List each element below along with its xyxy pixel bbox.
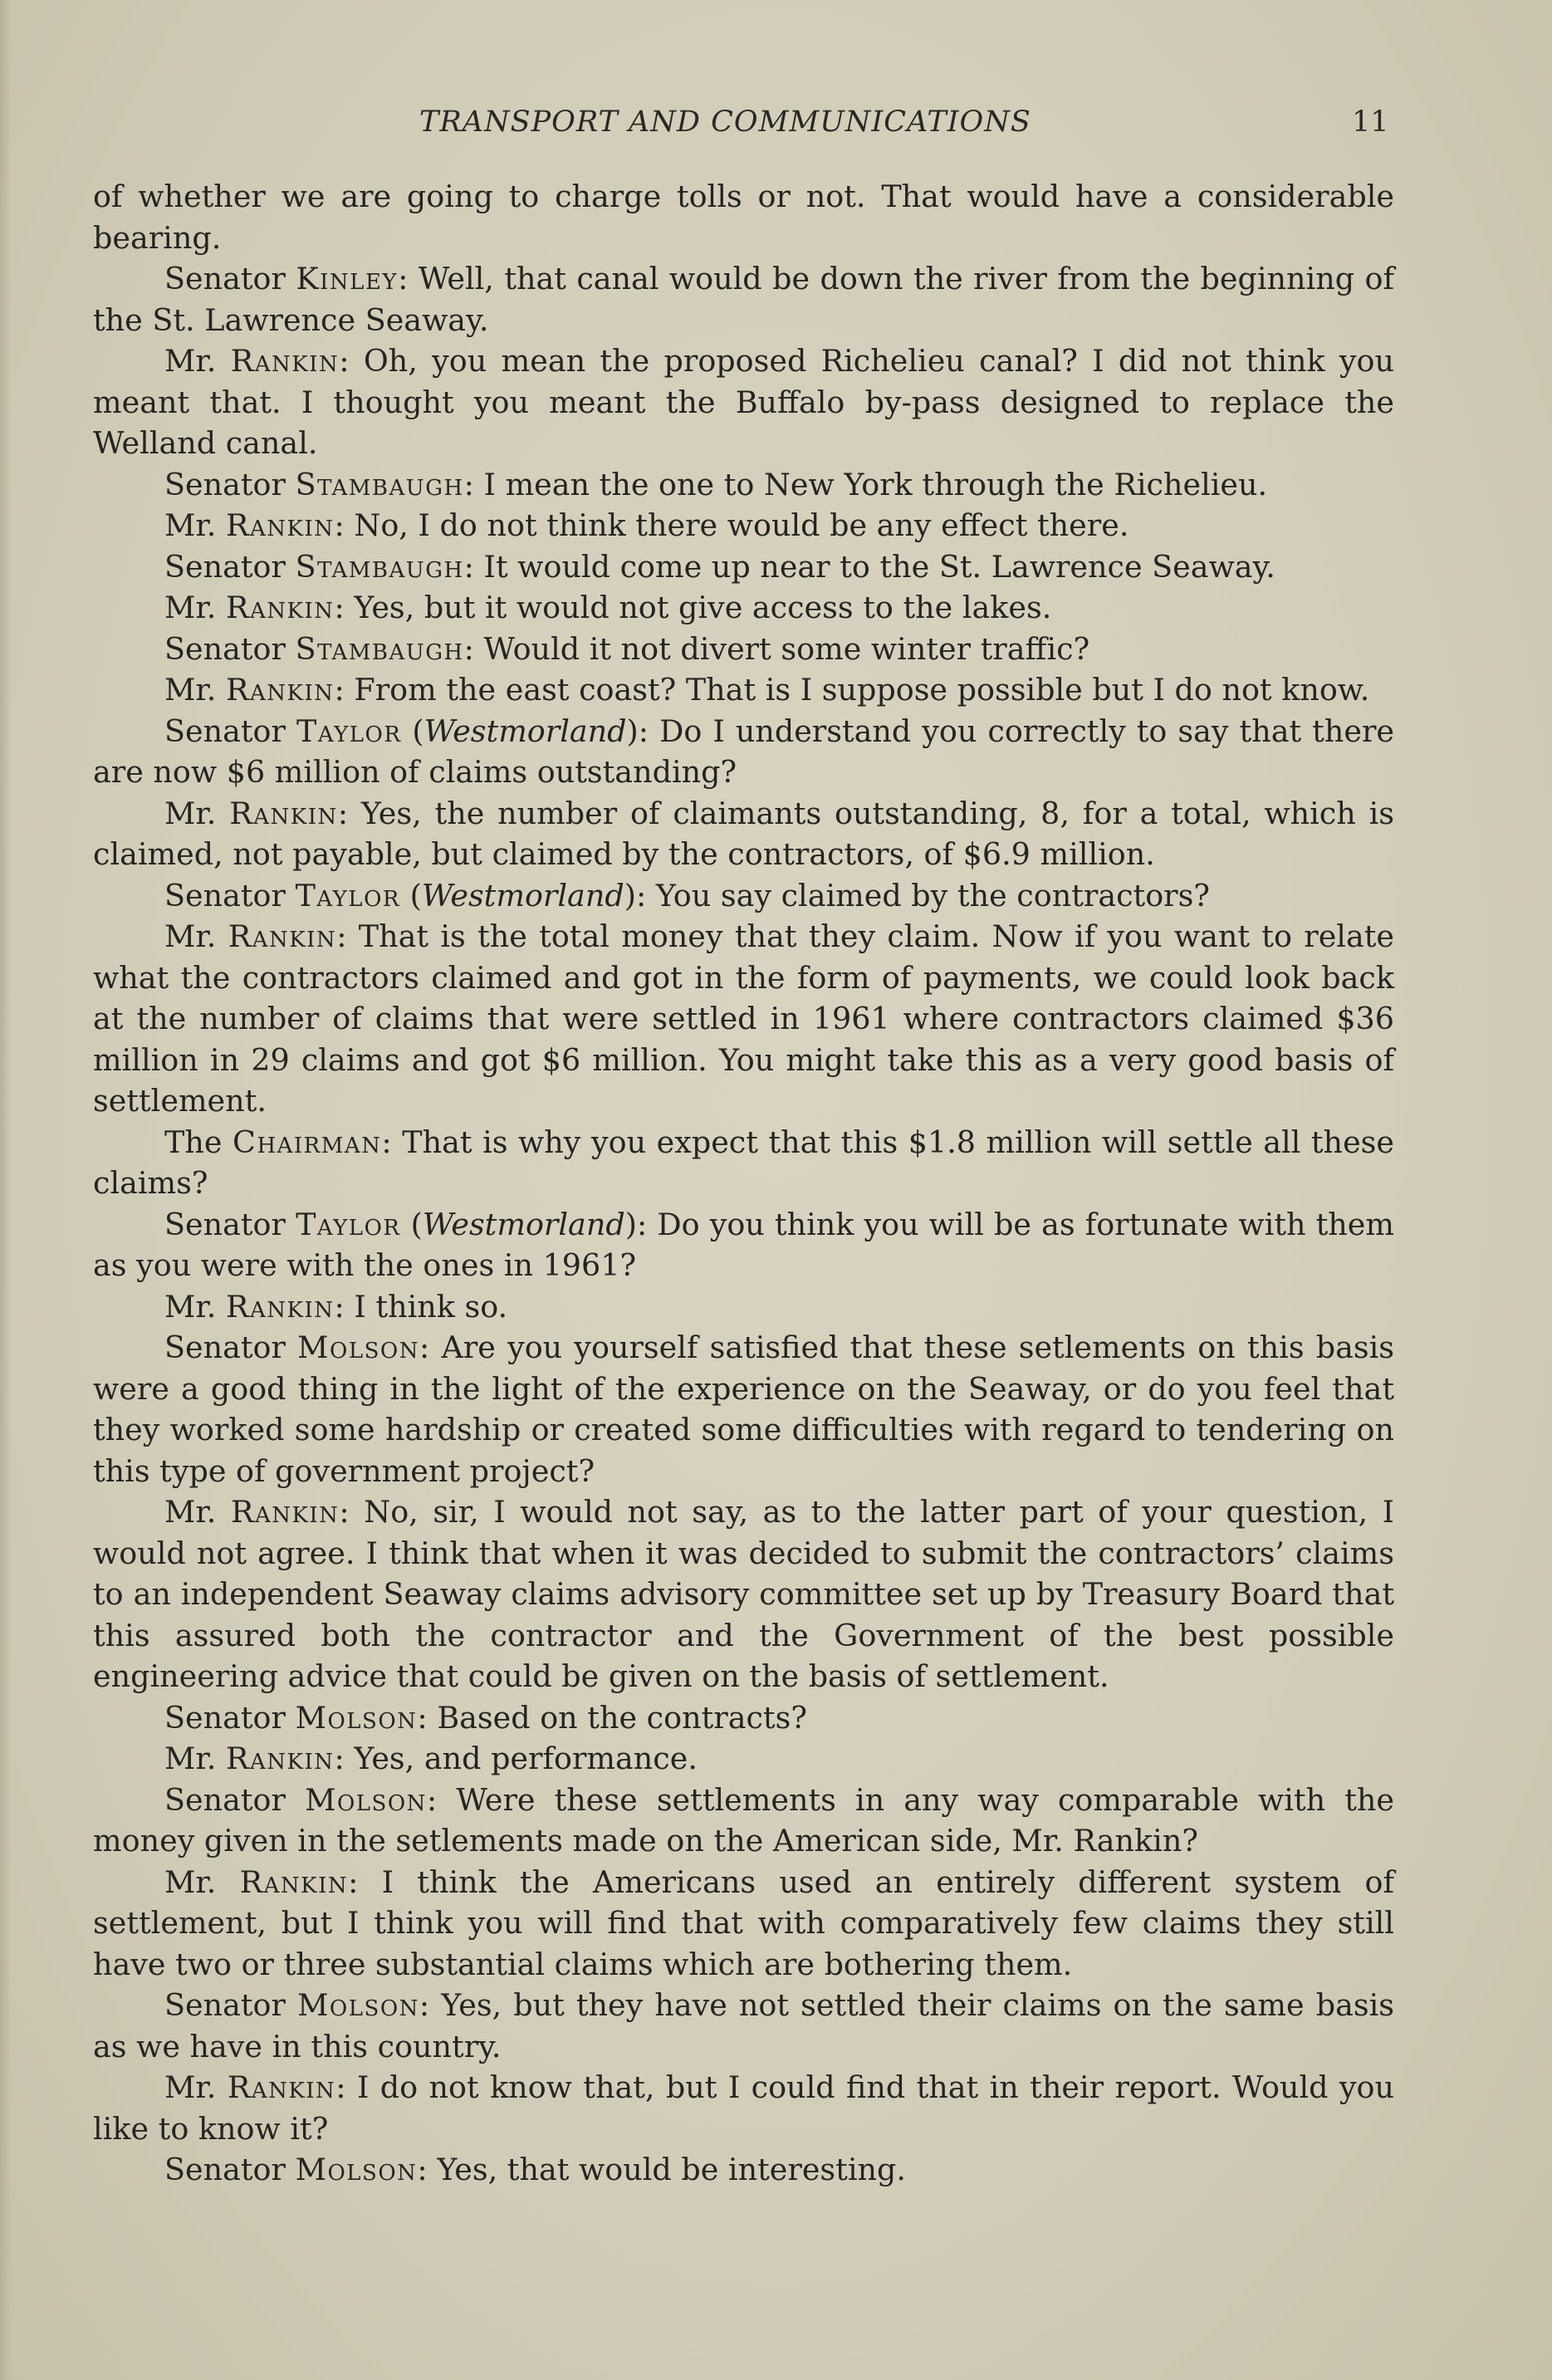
speaker-name: Molson xyxy=(305,1781,427,1818)
transcript-paragraph: Senator Kinley: Well, that canal would be down the river from the beginning of the St. Lawrence Seaway. xyxy=(93,261,1394,338)
speech-text: Yes, and performance. xyxy=(354,1741,698,1776)
transcript-paragraph: Mr. Rankin: I think so. xyxy=(164,1288,508,1325)
speaker-name: Kinley xyxy=(296,261,399,296)
transcript-paragraph: Mr. Rankin: Yes, and performance. xyxy=(164,1741,698,1776)
speech-text: Yes, but they have not settled their claims on the same basis as we have in this country. xyxy=(93,1987,1394,2064)
transcript-paragraph xyxy=(93,176,1394,258)
page-number: 11 xyxy=(1352,105,1389,139)
speaker-name: Molson xyxy=(297,1987,419,2023)
transcript-paragraph: Mr. Rankin: Oh, you mean the proposed Richelieu canal? I did not think you meant that. I thought you meant the Buffalo by-pass designed to replace the Welland canal. xyxy=(93,343,1394,461)
speaker-title: Senator xyxy=(164,1781,286,1818)
page-edge-shadow xyxy=(0,0,12,2380)
transcript-paragraph: Senator Taylor (Westmorland): Do I understand you correctly to say that there are now $6 million of claims outstanding? xyxy=(93,713,1395,790)
speaker-name: Rankin xyxy=(229,795,338,831)
speaker-name: Rankin xyxy=(226,672,335,708)
speech-text: Yes, that would be interesting. xyxy=(437,2152,906,2187)
speaker-name: Rankin xyxy=(239,1863,349,1900)
speaker-title: Senator xyxy=(164,1987,286,2023)
transcript-paragraph: Mr. Rankin: From the east coast? That is I suppose possible but I do not know. xyxy=(164,672,1370,708)
speaker-name: Rankin xyxy=(226,1741,335,1776)
transcript-paragraph: Mr. Rankin: Yes, the number of claimants outstanding, 8, for a total, which is claimed, not payable, but claimed by the contractors, of $6.9 million. xyxy=(93,795,1394,872)
speaker-name: Taylor xyxy=(296,1206,401,1242)
speaker-name: Rankin xyxy=(230,1494,340,1530)
speech-text: That is why you expect that this $1.8 million will settle all these claims? xyxy=(93,1124,1394,1201)
speaker-name: Molson xyxy=(295,1699,418,1736)
speech-text: That is the total money that they claim. Now if you want to relate what the contractors claimed and got in the form of payments, we could look back at the number of claims that were settled in 1961 where contractors claimed $36 million in 29 claims and got $6 million. You might take this as a very good basis of settlement. xyxy=(93,918,1394,1119)
speaker-title: Mr. xyxy=(164,590,217,625)
speaker-name: Rankin xyxy=(227,2069,336,2105)
speaker-title: Mr. xyxy=(164,343,217,379)
speech-text: No, sir, I would not say, as to the latter part of your question, I would not agree. I think that when it was decided to submit the contractors’ claims to an independent Seaway claims advisory committee set up by Treasury Board that this assured both the contractor and the Government of the best possible engineering advice that could be given on the basis of settlement. xyxy=(93,1494,1394,1694)
transcript-paragraph: Mr. Rankin: I think the Americans used an entirely different system of settlement, but I think you will find that with comparatively few claims they still have two or three substantial claims which are bothering them. xyxy=(93,1863,1394,1982)
transcript-paragraph: Mr. Rankin: No, I do not think there would be any effect there. xyxy=(164,507,1129,543)
speaker-name: Taylor xyxy=(295,877,400,913)
speech-text: Do you think you will be as fortunate with them as you were with the ones in 1961? xyxy=(93,1206,1395,1283)
transcript-paragraph: Senator Stambaugh: Would it not divert some winter traffic? xyxy=(164,630,1090,667)
speaker-title: Senator xyxy=(164,630,286,667)
transcript-paragraph: Senator Molson: Yes, but they have not settled their claims on the same basis as we have in this country. xyxy=(93,1987,1394,2064)
speaker-name: Molson xyxy=(295,2152,418,2187)
speech-text: Yes, but it would not give access to the lakes. xyxy=(354,590,1052,625)
speaker-title: Mr. xyxy=(164,1288,217,1325)
speaker-title: Senator xyxy=(164,713,286,749)
speaker-title: Senator xyxy=(164,261,286,296)
speaker-title: Mr. xyxy=(164,795,217,831)
speaker-title: Mr. xyxy=(164,918,217,954)
speaker-name: Rankin xyxy=(226,507,335,543)
transcript-paragraph: Senator Stambaugh: It would come up near to the St. Lawrence Seaway. xyxy=(164,548,1275,585)
transcript-paragraph: Senator Molson: Based on the contracts? xyxy=(164,1699,807,1736)
speech-text: Oh, you mean the proposed Richelieu canal? I did not think you meant that. I thought you meant the Buffalo by-pass designed to replace the Welland canal. xyxy=(93,343,1394,461)
speaker-title: Mr. xyxy=(164,672,217,708)
transcript-paragraph: Mr. Rankin: I do not know that, but I could find that in their report. Would you like to know it? xyxy=(93,2069,1395,2147)
transcript-paragraph: The Chairman: That is why you expect that this $1.8 million will settle all these claims? xyxy=(93,1124,1394,1201)
speaker-name: Rankin xyxy=(226,590,335,625)
speech-text: I mean the one to New York through the Richelieu. xyxy=(483,466,1268,502)
speaker-title: Mr. xyxy=(164,507,217,543)
speech-text: I think the Americans used an entirely different system of settlement, but I think you will find that with comparatively few claims they still have two or three substantial claims which are bothering them. xyxy=(93,1863,1394,1982)
transcript-paragraph: Senator Molson: Yes, that would be interesting. xyxy=(164,2152,906,2187)
speaker-name: Rankin xyxy=(230,343,340,379)
speaker-name: Rankin xyxy=(226,1288,335,1325)
speech-text: Were these settlements in any way comparable with the money given in the setlements made on the American side, Mr. Rankin? xyxy=(93,1781,1395,1858)
speaker-riding: Westmorland xyxy=(423,713,627,749)
speaker-title: Senator xyxy=(164,1330,286,1365)
speech-text: You say claimed by the contractors? xyxy=(655,877,1210,913)
speaker-name: Stambaugh xyxy=(295,548,464,585)
transcript-paragraph: Mr. Rankin: That is the total money that they claim. Now if you want to relate what the contractors claimed and got in the form of payments, we could look back at the number of claims that were settled in 1961 where contractors claimed $36 million in 29 claims and got $6 million. You might take this as a very good basis of settlement. xyxy=(93,918,1394,1119)
speaker-title: Mr. xyxy=(164,1741,217,1776)
speaker-name: Molson xyxy=(297,1330,419,1365)
speaker-riding: Westmorland xyxy=(422,1206,625,1242)
speaker-title: Senator xyxy=(164,2152,286,2187)
speaker-name: Stambaugh xyxy=(295,466,464,502)
transcript-paragraph: Mr. Rankin: Yes, but it would not give access to the lakes. xyxy=(164,590,1052,625)
transcript-paragraph: Senator Stambaugh: I mean the one to New York through the Richelieu. xyxy=(164,466,1268,502)
speech-text: Would it not divert some winter traffic? xyxy=(483,630,1090,667)
body-text xyxy=(93,176,1394,2191)
speaker-riding: Westmorland xyxy=(421,877,624,913)
speech-text: Are you yourself satisfied that these setlements on this basis were a good thing in the light of the experience on the Seaway, or do you feel that they worked some hardship or created some difficulties with regard to tendering on this type of government project? xyxy=(93,1330,1394,1489)
speaker-title: Senator xyxy=(164,548,286,585)
speech-text: No, I do not think there would be any effect there. xyxy=(354,507,1129,543)
speech-text: I think so. xyxy=(354,1288,508,1325)
speaker-title: Senator xyxy=(164,1699,286,1736)
speaker-title: Mr. xyxy=(164,2069,217,2105)
speaker-title: The xyxy=(164,1124,223,1160)
speech-text: From the east coast? That is I suppose possible but I do not know. xyxy=(354,672,1370,708)
transcript-paragraph: Senator Taylor (Westmorland): You say claimed by the contractors? xyxy=(164,877,1210,913)
speech-text: Yes, the number of claimants outstanding, 8, for a total, which is claimed, not payable, but claimed by the contractors, of $6.9 million. xyxy=(93,795,1394,872)
transcript-paragraph: Senator Molson: Are you yourself satisfied that these setlements on this basis were a good thing in the light of the experience on the Seaway, or do you feel that they worked some hardship or created some difficulties with regard to tendering on this type of government project? xyxy=(93,1330,1394,1489)
speaker-name: Rankin xyxy=(228,918,337,954)
speech-text: I do not know that, but I could find that in their report. Would you like to know it? xyxy=(93,2069,1395,2147)
speaker-title: Senator xyxy=(164,466,286,502)
speech-text: of whether we are going to charge tolls or not. That would have a considerable bearing. xyxy=(93,179,1394,256)
running-head: TRANSPORT AND COMMUNICATIONS xyxy=(419,105,1031,139)
speaker-name: Stambaugh xyxy=(295,630,464,667)
transcript-paragraph: Senator Molson: Were these settlements in any way comparable with the money given in the setlements made on the American side, Mr. Rankin? xyxy=(93,1781,1395,1858)
speech-text: Do I understand you correctly to say that there are now $6 million of claims outstanding? xyxy=(93,713,1395,790)
speaker-title: Senator xyxy=(164,877,286,913)
speech-text: It would come up near to the St. Lawrence Seaway. xyxy=(483,548,1275,585)
transcript-paragraph: Senator Taylor (Westmorland): Do you think you will be as fortunate with them as you were with the ones in 1961? xyxy=(93,1206,1395,1283)
speaker-title: Senator xyxy=(164,1206,286,1242)
speaker-title: Mr. xyxy=(164,1863,217,1900)
speech-text: Well, that canal would be down the river from the beginning of the St. Lawrence Seaway. xyxy=(93,261,1394,338)
speaker-title: Mr. xyxy=(164,1494,217,1530)
speech-text: Based on the contracts? xyxy=(437,1699,807,1736)
speaker-name: Taylor xyxy=(296,713,402,749)
speaker-name: Chairman xyxy=(233,1124,382,1160)
transcript-paragraph: Mr. Rankin: No, sir, I would not say, as to the latter part of your question, I would not agree. I think that when it was decided to submit the contractors’ claims to an independent Seaway claims advisory committee set up by Treasury Board that this assured both the contractor and the Government of the best possible engineering advice that could be given on the basis of settlement. xyxy=(93,1494,1394,1694)
